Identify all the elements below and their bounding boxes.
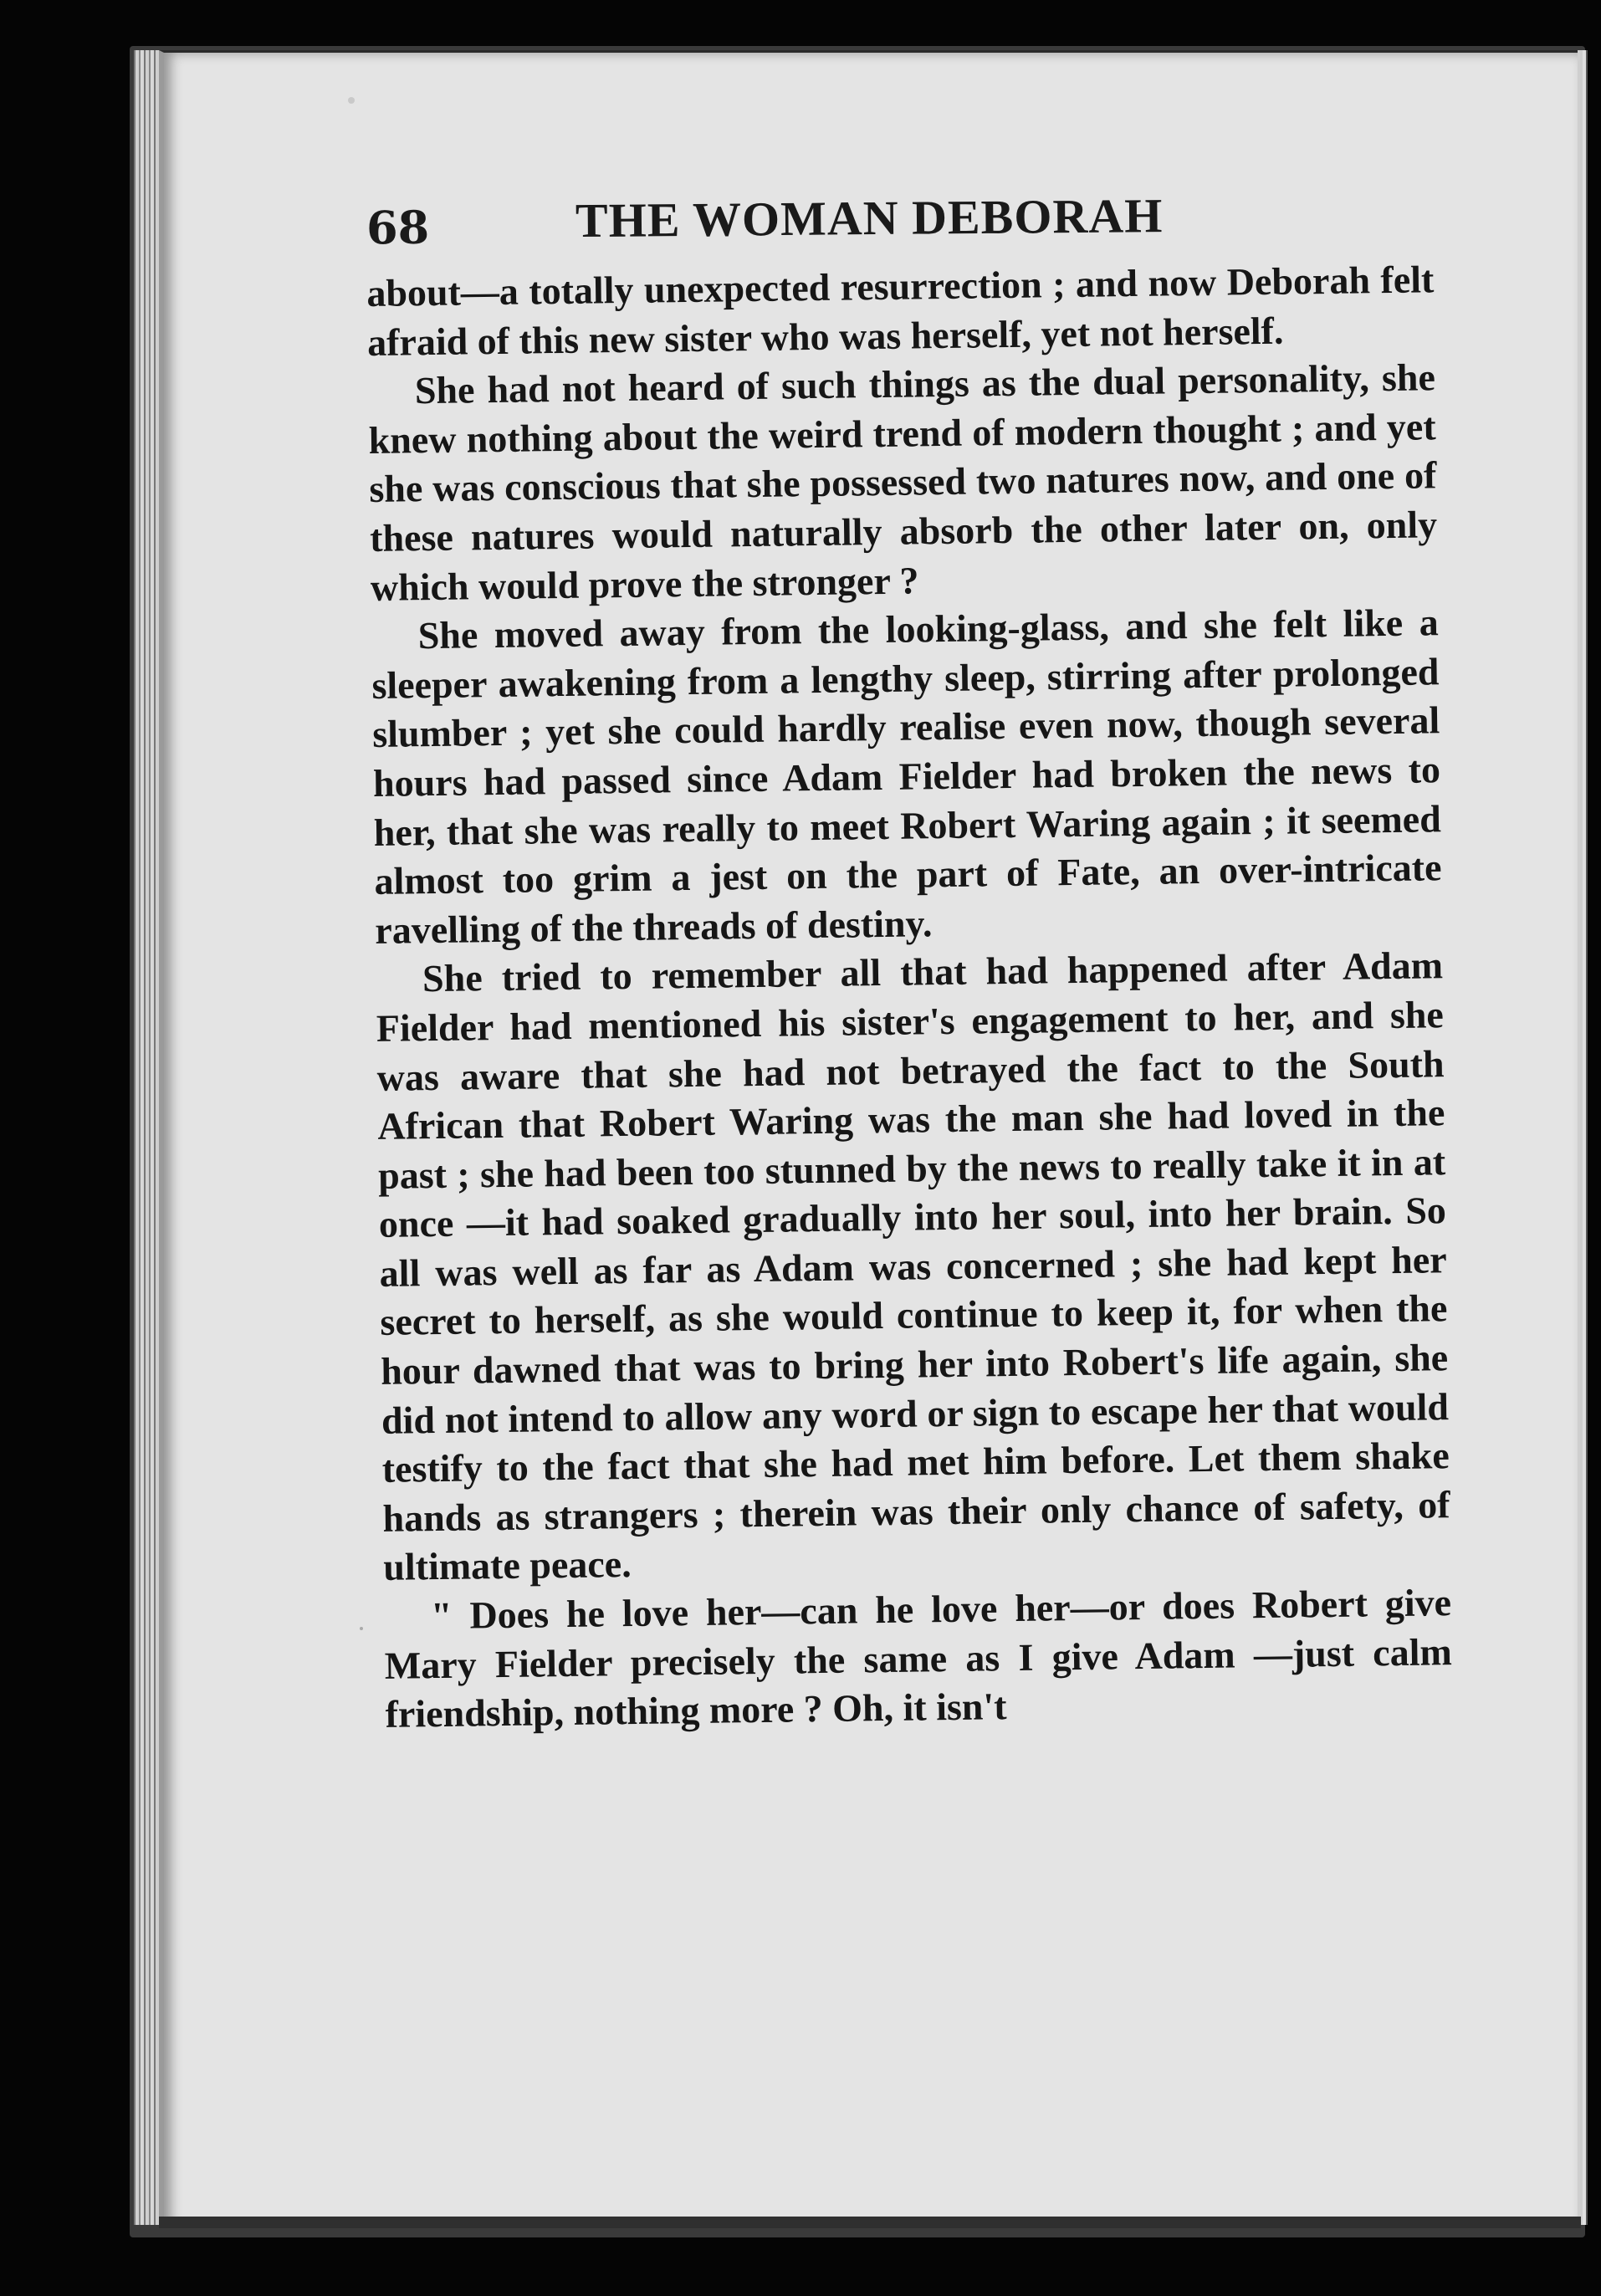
page-bottom-edge [159, 2217, 1581, 2228]
running-title: THE WOMAN DEBORAH [575, 188, 1164, 248]
body-text [366, 255, 1453, 1739]
paragraph: She moved away from the looking-glass, and she felt like a sleeper awakening from a lengthy sleep, stirring after prolonged slumber ; yet she could hardly realise even now, though several hours had passed since Adam Fielder had broken the news to her, that she was really to meet Robert Waring again ; it seemed almost too grim a jest on the part of Fate, an over-intricate ravelling of the threads of destiny. [371, 601, 1442, 952]
paragraph: She tried to remember all that had happened after Adam Fielder had mentioned his sister's engagement to her, and she was aware that she had not betrayed the fact to the South African that Robert Waring was the man she had loved in the past ; she had been too stunned by the news to really take it in at once —it had soaked gradually into her soul, into her brain. So all was well as far as Adam was concerned ; she had kept her secret to herself, as she would continue to keep it, for when the hour dawned that was to bring her into Robert's life again, she did not intend to allow any word or sign to escape her that would testify to the fact that she had met him before. Let them shake hands as strangers ; therein was their only chance of safety, of ultimate peace. [376, 943, 1450, 1589]
page-number: 68 [366, 200, 430, 255]
page-speck [348, 97, 355, 104]
paragraph: about—a totally unexpected resurrection ; and now Deborah felt afraid of this new sister who was herself, yet not herself. [366, 258, 1435, 364]
paragraph: She had not heard of such things as the dual personality, she knew nothing about the weird trend of modern thought ; and yet she was conscious that she possessed two natures now, and one of these natures would naturally absorb the other later on, only which would prove the stronger ? [368, 355, 1438, 609]
running-header [366, 187, 1204, 255]
page-speck [360, 1627, 363, 1630]
paragraph: " Does he love her—can he love her—or does Robert give Mary Fielder precisely the same as I give Adam —just calm friendship, nothing more ? Oh, it isn't [384, 1581, 1453, 1736]
